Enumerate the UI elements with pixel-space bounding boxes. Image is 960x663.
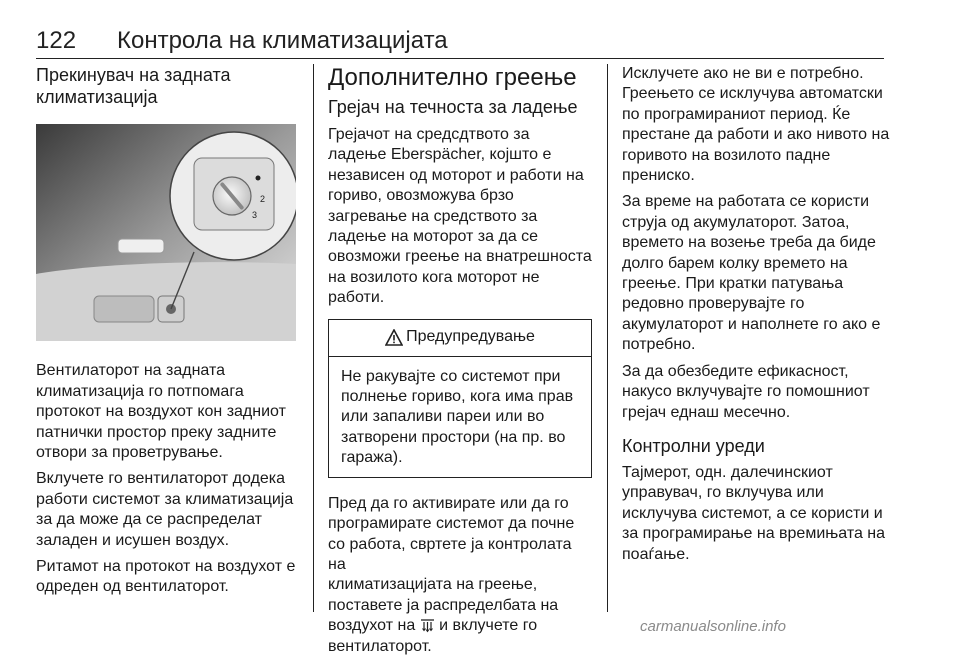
- controls-subheading: Контролни уреди: [622, 435, 765, 456]
- rear-ac-paragraph-2: Вклучете го вентилаторот додека работи системот за климатизација за да може да се распределат заладен и исушен воздух.: [36, 470, 294, 549]
- floor-air-distribution-icon: [420, 618, 435, 633]
- timer-paragraph: Тајмерот, одн. далечинскиот управувач, го вклучува или исклучува системот, а се користи и за програмирање на времињата на поаѓање.: [622, 463, 886, 563]
- warning-text: Не ракувајте со системот при полнење гориво, кога има прав или запаливи пареи или во затворени простори (на пр. во гаража).: [341, 367, 574, 467]
- rear-fan-switch-illustration: [36, 124, 296, 341]
- switch-off-paragraph: Исклучете ако не ви е потребно. Греењето се исклучува автоматски по програмираниот период. Ќе престане да работи и ако нивото на горивото на возилото падне прениско.: [622, 65, 890, 185]
- warning-box: [328, 319, 592, 478]
- coolant-heater-subheading: Грејач на течноста за ладење: [328, 97, 578, 117]
- rear-ac-paragraph-1: Вентилаторот на задната климатизација го потпомага протокот на воздухот кон задниот патнички простор преку задните отвори за проветрување.: [36, 362, 286, 462]
- column-3: [622, 64, 892, 571]
- warning-header: [329, 320, 591, 357]
- rear-ac-switch-heading: Прекинувач на задната климатизација: [36, 65, 231, 107]
- monthly-use-paragraph: За да обезбедите ефикасност, накусо вклучувајте го помошниот грејач еднаш месечно.: [622, 362, 870, 421]
- page-number: 122: [36, 27, 77, 54]
- activation-text-part-2: и вклучете го вентилаторот.: [328, 617, 538, 655]
- activation-text-part-1: Пред да го активирате или да го програмирате системот да почне со работа, свртете ја контролата на климатизацијата на греење, поставете ја распределбата на воздухот на: [328, 494, 575, 635]
- column-divider-2: [607, 64, 608, 612]
- column-2: [328, 64, 592, 663]
- column-1: [36, 64, 298, 604]
- warning-title: Предупредување: [406, 328, 535, 346]
- column-divider-1: [313, 64, 314, 612]
- rear-ac-paragraph-3: Ритамот на протокот на воздухот е одреден од вентилаторот.: [36, 558, 296, 596]
- activation-paragraph: [328, 494, 592, 657]
- coolant-heater-paragraph: Грејачот на средсдтвото за ладење Eberspächer, којшто е независен од моторот и работи на гориво, овозможува брзо загревање на средството за ладење на моторот за да се овозможи греење на внатрешноста на возилото кога моторот не работи.: [328, 126, 592, 307]
- warning-triangle-icon: [385, 329, 403, 346]
- fan-level-label-3: 3: [252, 210, 258, 220]
- watermark: carmanualsonline.info: [640, 618, 786, 635]
- header-rule: [36, 58, 884, 59]
- battery-paragraph: За време на работата се користи струја од акумулаторот. Затоа, времето на возење треба да биде долго барем колку времето на греење. При кратки патувања редовно проверувајте го акумулаторот и наполнете го ако е потребно.: [622, 193, 881, 354]
- additional-heating-heading: Дополнително греење: [328, 64, 577, 91]
- page-title: Контрола на климатизацијата: [117, 27, 448, 54]
- fan-level-label-2: 2: [260, 194, 266, 204]
